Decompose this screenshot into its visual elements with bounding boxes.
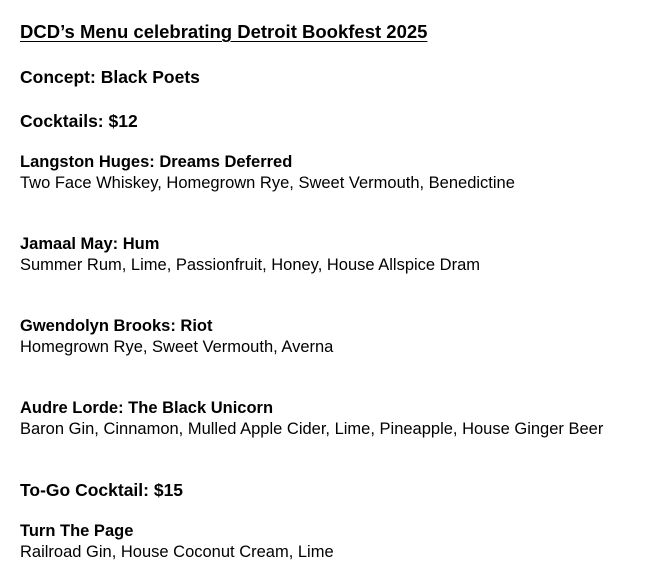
menu-item <box>20 398 658 440</box>
menu-item-name: Audre Lorde: The Black Unicorn <box>20 399 274 417</box>
document-title: DCD’s Menu celebrating Detroit Bookfest 2025 <box>20 21 428 42</box>
menu-item-name: Jamaal May: Hum <box>20 235 160 253</box>
menu-item-name: Langston Huges: Dreams Deferred <box>20 153 293 171</box>
menu-item <box>20 234 658 276</box>
to-go-price-heading: To-Go Cocktail: $15 <box>20 480 184 500</box>
menu-item-name: Gwendolyn Brooks: Riot <box>20 317 213 335</box>
concept-heading: Concept: Black Poets <box>20 67 200 87</box>
menu-item <box>20 521 658 563</box>
menu-item-ingredients: Railroad Gin, House Coconut Cream, Lime <box>20 543 334 561</box>
menu-item <box>20 152 658 194</box>
menu-item-ingredients: Summer Rum, Lime, Passionfruit, Honey, House Allspice Dram <box>20 256 481 274</box>
menu-item-ingredients: Two Face Whiskey, Homegrown Rye, Sweet Vermouth, Benedictine <box>20 174 515 192</box>
section-cocktails <box>20 111 658 440</box>
menu-item-name: Turn The Page <box>20 522 134 540</box>
section-to-go <box>20 480 658 563</box>
cocktails-price-heading: Cocktails: $12 <box>20 111 138 131</box>
menu-item-ingredients: Baron Gin, Cinnamon, Mulled Apple Cider, Lime, Pineapple, House Ginger Beer <box>20 420 604 438</box>
menu-item <box>20 316 658 358</box>
menu-item-ingredients: Homegrown Rye, Sweet Vermouth, Averna <box>20 338 334 356</box>
